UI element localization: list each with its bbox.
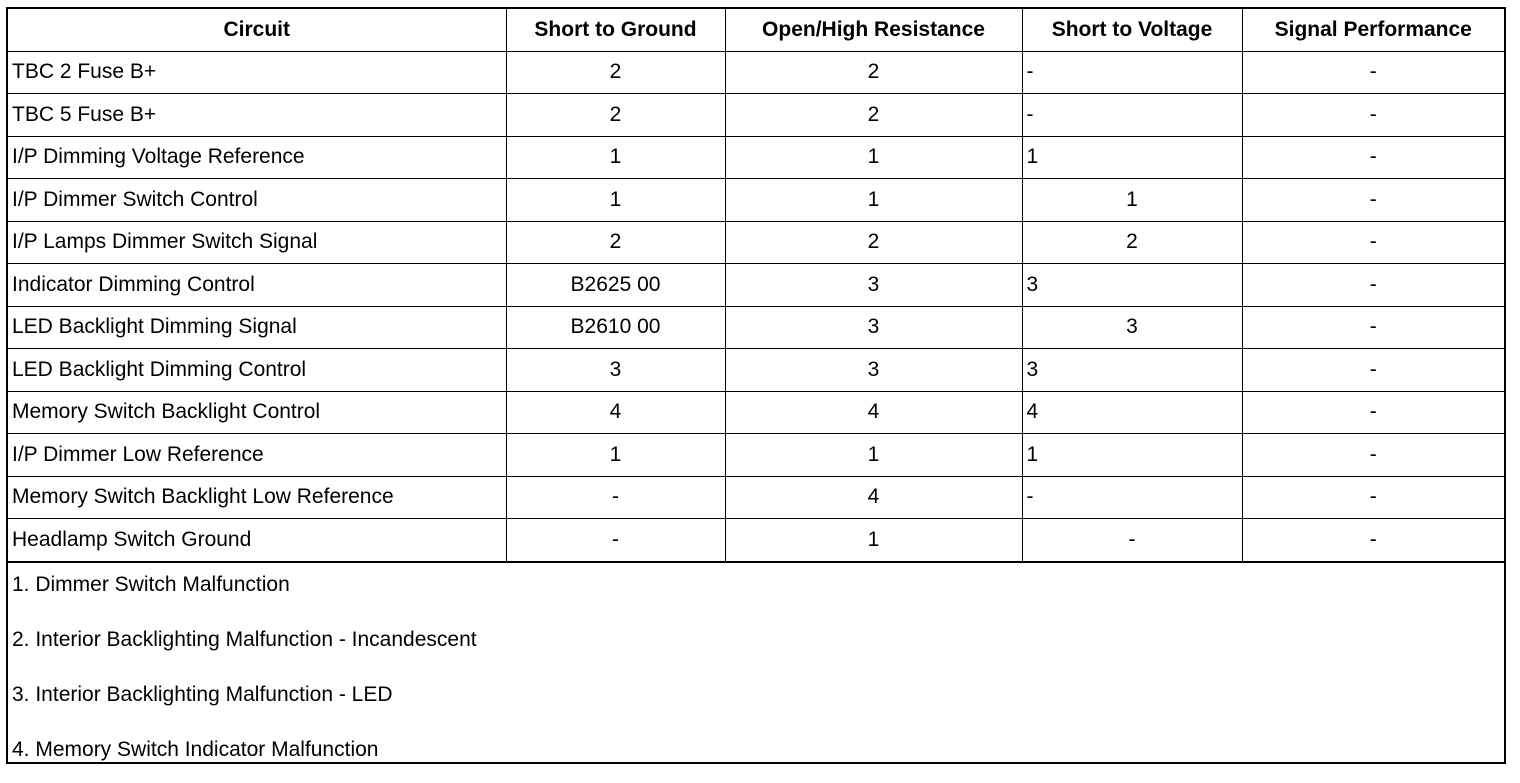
table-row [8, 306, 1504, 349]
header-short-to-voltage: Short to Voltage [1022, 9, 1242, 51]
short-to-voltage-cell: 3 [1022, 306, 1242, 349]
short-to-ground-cell: B2610 00 [506, 306, 725, 349]
short-to-ground-cell: 2 [506, 94, 725, 137]
short-to-voltage-cell: 3 [1022, 349, 1242, 392]
open-high-resistance-cell: 2 [725, 51, 1022, 94]
short-to-voltage-cell: 3 [1022, 264, 1242, 307]
circuit-name: TBC 2 Fuse B+ [8, 51, 506, 94]
short-to-ground-cell: 3 [506, 349, 725, 392]
short-to-voltage-cell: 1 [1022, 136, 1242, 179]
short-to-voltage-cell: 2 [1022, 221, 1242, 264]
signal-performance-cell: - [1242, 306, 1504, 349]
short-to-ground-cell: - [506, 476, 725, 519]
short-to-voltage-cell: 1 [1022, 434, 1242, 477]
table-row [8, 434, 1504, 477]
short-to-ground-cell: - [506, 519, 725, 562]
circuit-name: TBC 5 Fuse B+ [8, 94, 506, 137]
table-row [8, 51, 1504, 94]
signal-performance-cell: - [1242, 349, 1504, 392]
signal-performance-cell: - [1242, 519, 1504, 562]
table-row [8, 476, 1504, 519]
open-high-resistance-cell: 1 [725, 136, 1022, 179]
header-open-high-resistance: Open/High Resistance [725, 9, 1022, 51]
header-short-to-ground: Short to Ground [506, 9, 725, 51]
diagnostic-table-frame [6, 7, 1506, 764]
short-to-voltage-cell: 1 [1022, 179, 1242, 222]
circuit-name: Memory Switch Backlight Control [8, 391, 506, 434]
circuit-diagnostic-table [8, 9, 1504, 562]
table-row [8, 349, 1504, 392]
footnote-4: 4. Memory Switch Indicator Malfunction [12, 737, 379, 761]
table-row [8, 391, 1504, 434]
open-high-resistance-cell: 3 [725, 306, 1022, 349]
short-to-ground-cell: 1 [506, 434, 725, 477]
table-row [8, 179, 1504, 222]
header-row [8, 9, 1504, 51]
open-high-resistance-cell: 3 [725, 349, 1022, 392]
signal-performance-cell: - [1242, 391, 1504, 434]
table-row [8, 264, 1504, 307]
signal-performance-cell: - [1242, 434, 1504, 477]
signal-performance-cell: - [1242, 179, 1504, 222]
footnotes [8, 562, 1504, 783]
signal-performance-cell: - [1242, 264, 1504, 307]
short-to-voltage-cell: - [1022, 51, 1242, 94]
table-row [8, 519, 1504, 562]
circuit-name: I/P Dimmer Switch Control [8, 179, 506, 222]
signal-performance-cell: - [1242, 476, 1504, 519]
footnote-2: 2. Interior Backlighting Malfunction - Incandescent [12, 627, 477, 651]
short-to-ground-cell: B2625 00 [506, 264, 725, 307]
signal-performance-cell: - [1242, 136, 1504, 179]
table-row [8, 136, 1504, 179]
open-high-resistance-cell: 3 [725, 264, 1022, 307]
signal-performance-cell: - [1242, 94, 1504, 137]
open-high-resistance-cell: 4 [725, 476, 1022, 519]
short-to-ground-cell: 2 [506, 51, 725, 94]
open-high-resistance-cell: 2 [725, 94, 1022, 137]
signal-performance-cell: - [1242, 221, 1504, 264]
open-high-resistance-cell: 2 [725, 221, 1022, 264]
open-high-resistance-cell: 4 [725, 391, 1022, 434]
table-row [8, 221, 1504, 264]
circuit-name: I/P Lamps Dimmer Switch Signal [8, 221, 506, 264]
circuit-name: Headlamp Switch Ground [8, 519, 506, 562]
open-high-resistance-cell: 1 [725, 179, 1022, 222]
short-to-ground-cell: 2 [506, 221, 725, 264]
table-row [8, 94, 1504, 137]
short-to-voltage-cell: 4 [1022, 391, 1242, 434]
signal-performance-cell: - [1242, 51, 1504, 94]
footnote-3: 3. Interior Backlighting Malfunction - LED [12, 682, 393, 706]
circuit-name: Memory Switch Backlight Low Reference [8, 476, 506, 519]
circuit-name: I/P Dimming Voltage Reference [8, 136, 506, 179]
header-circuit: Circuit [8, 9, 506, 51]
short-to-ground-cell: 4 [506, 391, 725, 434]
short-to-voltage-cell: - [1022, 94, 1242, 137]
circuit-name: Indicator Dimming Control [8, 264, 506, 307]
footnote-1: 1. Dimmer Switch Malfunction [12, 572, 290, 596]
short-to-ground-cell: 1 [506, 136, 725, 179]
circuit-name: LED Backlight Dimming Control [8, 349, 506, 392]
short-to-ground-cell: 1 [506, 179, 725, 222]
open-high-resistance-cell: 1 [725, 519, 1022, 562]
circuit-name: LED Backlight Dimming Signal [8, 306, 506, 349]
header-signal-performance: Signal Performance [1242, 9, 1504, 51]
short-to-voltage-cell: - [1022, 519, 1242, 562]
short-to-voltage-cell: - [1022, 476, 1242, 519]
circuit-name: I/P Dimmer Low Reference [8, 434, 506, 477]
open-high-resistance-cell: 1 [725, 434, 1022, 477]
